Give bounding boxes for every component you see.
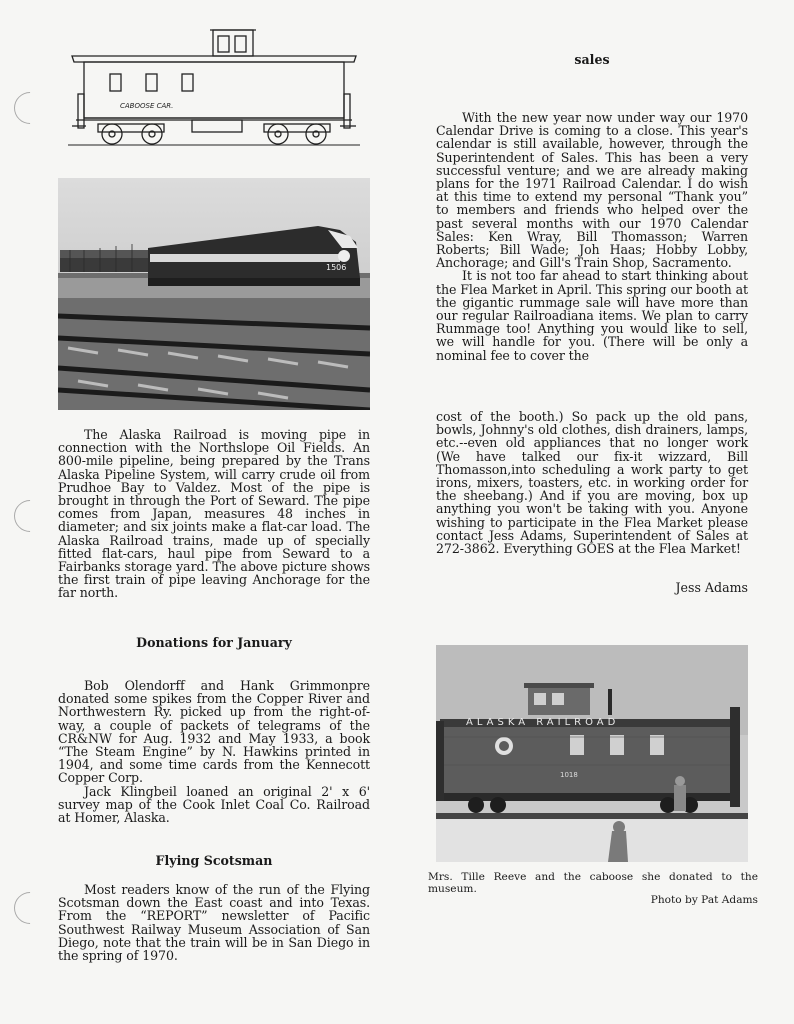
punch-hole: [7, 85, 52, 130]
punch-hole: [7, 885, 52, 930]
sales-paragraph-3: cost of the booth.) So pack up the old pans, bowls, Johnny's old clothes, dish drainers, lamps, etc.--even old appliances that no longer work (We have talked our fix-it wizzard, Bill Thomasson,into scheduling a work party to get irons, mixers, toasters, etc. in working order for the sheebang.) And if you are moving, box up anything you won't be taking with you. Anyone wishing to participate in the Flea Market please contact Jess Adams, Superintendent of Sales at 272-3862. Everything GOES at the Flea Market!: [436, 409, 748, 557]
photo-caption: Mrs. Tille Reeve and the caboose she donated to the museum.: [428, 871, 758, 895]
sales-heading: sales: [574, 52, 610, 67]
flying-scotsman-heading: Flying Scotsman: [155, 853, 273, 868]
article-paragraph: The Alaska Railroad is moving pipe in connection with the Northslope Oil Fields. An 800-mile pipeline, being prepared by the Trans Alaska Pipeline System, will carry crude oil from Prudhoe Bay to Valdez. Most of the pipe is brought in through the Port of Seward. The pipe comes from Japan, measures 48 inches in diameter; and six joints make a flat-car load. The Alaska Railroad trains, made up of specially fitted flat-cars, haul pipe from Seward to a Fairbanks storage yard. The above picture shows the first train of pipe leaving Anchorage for the far north.: [58, 427, 370, 601]
sales-article-bottom: [436, 410, 748, 555]
sales-paragraph-1: With the new year now under way our 1970 Calendar Drive is coming to a close. This year's calendar is still available, however, through the Superintendent of Sales. This has been a very successful venture; and we are already making plans for the 1971 Railroad Calendar. I do wish at this time to extend my personal “Thank you” to members and friends who helped over the past several months with our 1970 Calendar Sales: Ken Wray, Bill Thomasson; Warren Roberts; Bill Wade; Joh Haas; Hobby Lobby, Anchorage; and Gill's Train Shop, Sacramento.: [436, 110, 748, 271]
sales-paragraph-2: It is not too far ahead to start thinking about the Flea Market in April. This spring our booth at the gigantic rummage sale will have more than our regular Railroadiana items. We plan to carry Rummage too! Anything you would like to sell, we will handle for you. (There will be only a nominal fee to cover the: [436, 268, 748, 363]
punch-hole: [7, 493, 52, 538]
flying-scotsman-article: [58, 883, 370, 962]
donations-paragraph-2: Jack Klingbeil loaned an original 2' x 6' survey map of the Cook Inlet Coal Co. Railroad at Homer, Alaska.: [58, 783, 370, 826]
donations-paragraph-1: Bob Olendorff and Hank Grimmonpre donated some spikes from the Copper River and Northwestern Ry. picked up from the right-of-way, a couple of packets of telegrams of the CR&NW for Aug. 1932 and May 1933, a book “The Steam Engine” by N. Hawkins printed in 1904, and some time cards from the Kennecott Copper Corp.: [58, 678, 370, 786]
sales-article-top: [436, 111, 748, 362]
signature: Jess Adams: [675, 580, 748, 595]
photo-credit: Photo by Pat Adams: [650, 894, 758, 906]
alaska-pipe-article: [58, 428, 370, 600]
caboose-drawing-label: CABOOSE CAR.: [120, 102, 174, 110]
caboose-number: 1018: [560, 771, 578, 779]
pipe-train-photo: [58, 178, 370, 410]
donations-heading: Donations for January: [136, 635, 292, 650]
caboose-photo: [436, 645, 748, 862]
donations-article: [58, 679, 370, 824]
caboose-drawing: [68, 26, 360, 150]
caboose-car-text: ALASKA RAILROAD: [466, 717, 620, 728]
engine-number: 1506: [326, 263, 347, 272]
flying-scotsman-paragraph: Most readers know of the run of the Flying Scotsman down the East coast and into Texas. From the “REPORT” newsletter of Pacific Southwest Railway Museum Association of San Diego, note that the train will be in San Diego in the spring of 1970.: [58, 882, 370, 964]
